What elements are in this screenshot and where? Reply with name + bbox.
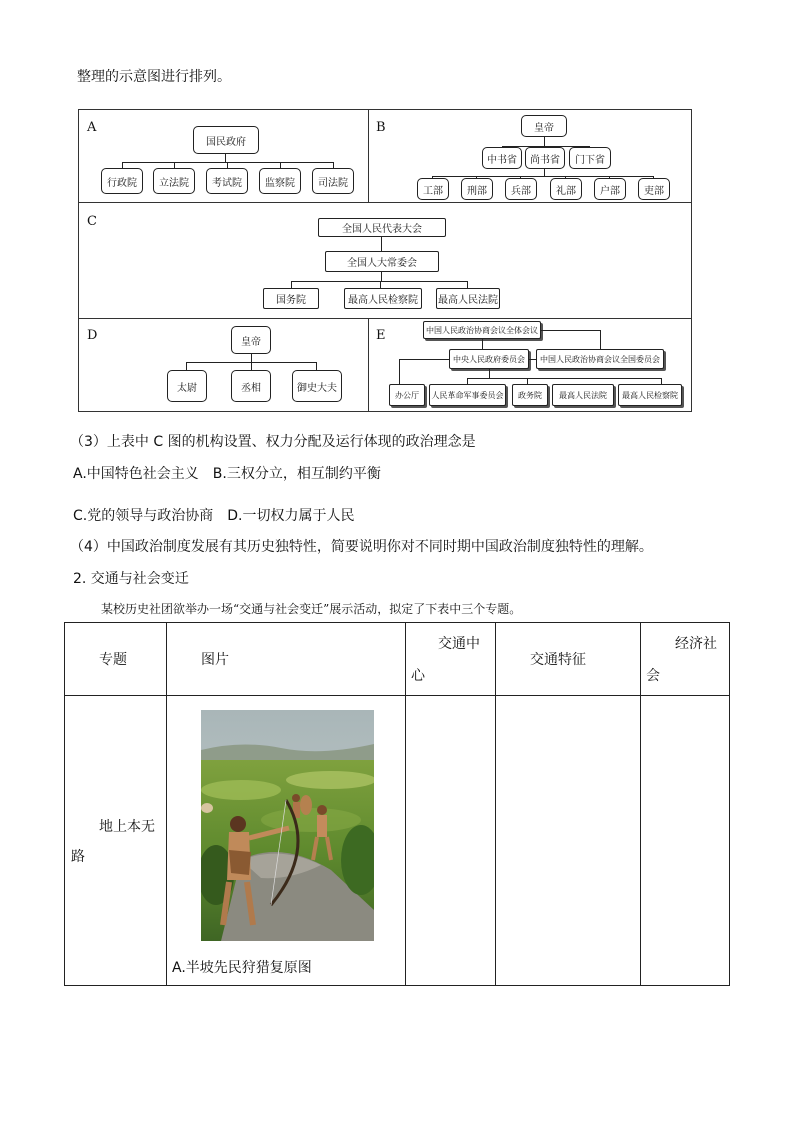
org-box: 丞相	[231, 370, 271, 402]
header-picture: 图片	[201, 652, 229, 668]
section-intro: 某校历史社团欲举办一场“交通与社会变迁”展示活动，拟定了下表中三个专题。	[101, 602, 522, 616]
topic-table	[64, 622, 730, 986]
org-box: 御史大夫	[292, 370, 342, 402]
org-box: 最高人民法院	[436, 288, 500, 309]
divider	[79, 202, 691, 203]
org-box: 全国人民代表大会	[318, 218, 446, 237]
divider	[368, 318, 369, 411]
org-box: 太尉	[167, 370, 207, 402]
org-box: 吏部	[638, 178, 670, 200]
header-center: 心	[411, 668, 425, 684]
question-3-stem: （3）上表中 C 图的机构设置、权力分配及运行体现的政治理念是	[70, 434, 476, 450]
org-box: 考试院	[206, 168, 248, 194]
org-box: 工部	[417, 178, 449, 200]
diagram-figure	[78, 109, 692, 412]
org-box: 全国人大常委会	[325, 251, 439, 272]
header-center: 交通中	[438, 636, 480, 652]
org-box: 司法院	[312, 168, 354, 194]
org-box: 国民政府	[193, 126, 259, 154]
org-box: 中书省	[482, 147, 522, 169]
section-heading: 2. 交通与社会变迁	[73, 571, 189, 587]
header-topic: 专题	[99, 652, 127, 668]
org-box: 监察院	[259, 168, 301, 194]
org-box: 中央人民政府委员会	[449, 349, 529, 369]
org-box: 中国人民政治协商会议全国委员会	[536, 349, 664, 369]
org-box: 行政院	[101, 168, 143, 194]
row-topic: 路	[71, 849, 85, 865]
intro-text: 整理的示意图进行排列。	[77, 69, 231, 85]
org-box: 政务院	[512, 384, 548, 406]
org-box: 尚书省	[525, 147, 565, 169]
panel-letter: B	[376, 120, 386, 135]
hunting-scene-image	[201, 710, 374, 941]
header-economy: 会	[646, 668, 660, 684]
row-topic: 地上本无	[99, 819, 155, 835]
panel-letter: E	[376, 328, 386, 343]
question-3-options-cd: C.党的领导与政治协商 D.一切权力属于人民	[73, 508, 355, 524]
image-caption: A.半坡先民狩猎复原图	[172, 960, 312, 976]
org-box: 立法院	[153, 168, 195, 194]
org-box: 皇帝	[231, 326, 271, 354]
org-box: 门下省	[569, 147, 611, 169]
header-feature: 交通特征	[530, 652, 586, 668]
divider	[368, 110, 369, 202]
org-box: 皇帝	[521, 115, 567, 137]
org-box: 中国人民政治协商会议全体会议	[423, 321, 541, 339]
question-4: （4）中国政治制度发展有其历史独特性，简要说明你对不同时期中国政治制度独特性的理解。	[70, 539, 653, 555]
org-box: 办公厅	[389, 384, 425, 406]
org-box: 刑部	[461, 178, 493, 200]
header-economy: 经济社	[675, 636, 717, 652]
org-box: 最高人民检察院	[618, 384, 682, 406]
panel-letter: A	[87, 120, 97, 135]
org-box: 最高人民法院	[552, 384, 614, 406]
org-box: 户部	[594, 178, 626, 200]
divider	[79, 318, 691, 319]
org-box: 国务院	[263, 288, 319, 309]
org-box: 礼部	[550, 178, 582, 200]
org-box: 最高人民检察院	[344, 288, 422, 309]
org-box: 兵部	[505, 178, 537, 200]
org-box: 人民革命军事委员会	[429, 384, 506, 406]
question-3-options-ab: A.中国特色社会主义 B.三权分立，相互制约平衡	[73, 466, 381, 482]
panel-letter: C	[87, 214, 97, 229]
panel-letter: D	[87, 328, 98, 343]
